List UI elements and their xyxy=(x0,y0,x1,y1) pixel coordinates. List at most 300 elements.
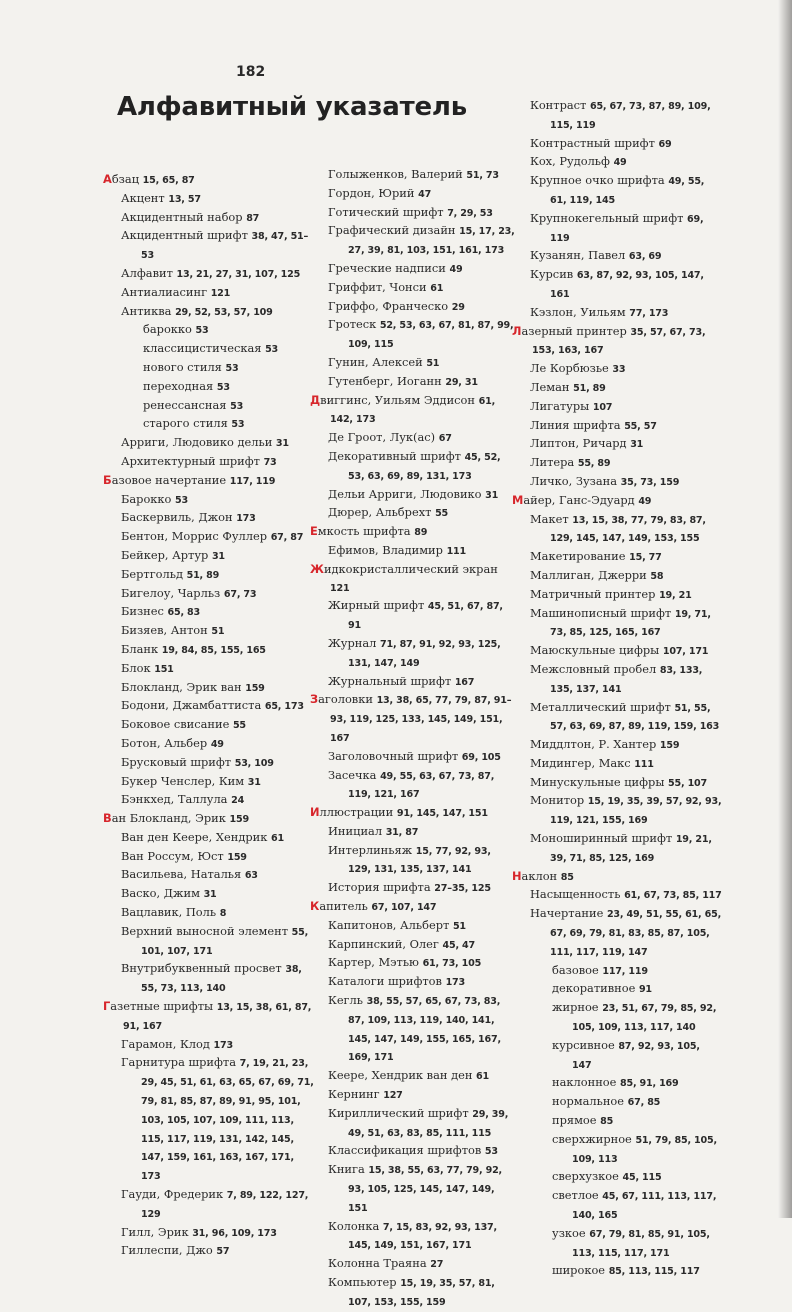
index-entry xyxy=(103,622,315,641)
index-entry xyxy=(512,417,722,436)
entry-pages: 61 xyxy=(476,1071,489,1083)
section-letter: Н xyxy=(512,868,522,883)
entry-term: Барокко xyxy=(121,491,172,506)
index-entry xyxy=(103,547,315,566)
entry-term: Гриффит, Чонси xyxy=(328,279,427,294)
entry-term: прямое xyxy=(552,1113,597,1128)
index-entry xyxy=(512,999,722,1037)
entry-pages: 19, 21, 39, 71, 85, 125, 169 xyxy=(550,834,712,864)
entry-pages: 7, 19, 21, 23, 29, 45, 51, 61, 63, 65, 67, 69, 71, 79, 81, 85, 87, 89, 91, 95, 101, 103, 105, 107, 109, 111, 113, 115, 117, 119, 131, 142, 145, 147, 159, 161, 163, 167, 171, 173 xyxy=(141,1058,314,1183)
entry-pages: 23, 49, 51, 55, 61, 65, 67, 69, 79, 81, 83, 85, 87, 105, 111, 117, 119, 147 xyxy=(550,909,722,958)
section-letter: А xyxy=(103,172,112,186)
section-letter: Л xyxy=(512,323,522,338)
entry-term: Журнальный шрифт xyxy=(328,673,452,688)
entry-pages: 58 xyxy=(650,570,664,582)
index-entry xyxy=(512,774,722,793)
entry-pages: 8 xyxy=(219,908,227,920)
entry-term: старого стиля xyxy=(143,416,228,431)
entry-term: сверхузкое xyxy=(552,1169,619,1184)
index-entry xyxy=(512,210,722,248)
entry-term: Жирный шрифт xyxy=(328,598,425,613)
entry-term: Акцент xyxy=(121,190,165,205)
index-entry xyxy=(103,472,315,491)
index-entry xyxy=(103,998,315,1036)
index-entry xyxy=(103,660,315,679)
entry-pages: 49 xyxy=(210,738,224,750)
entry-pages: 65, 173 xyxy=(264,701,304,713)
section-letter: Е xyxy=(310,524,318,539)
entry-pages: 53 xyxy=(225,362,239,374)
section-letter: Ж xyxy=(310,561,324,576)
entry-term-rest: аклон xyxy=(521,868,558,883)
entry-term: Греческие надписи xyxy=(328,260,446,275)
entry-term: Линия шрифта xyxy=(530,417,621,432)
entry-term xyxy=(103,473,226,487)
index-entry xyxy=(310,673,515,692)
entry-pages: 31, 87 xyxy=(385,826,419,838)
entry-term: Вацлавик, Поль xyxy=(121,905,217,920)
index-entry xyxy=(310,992,515,1067)
entry-pages: 15, 17, 23, 27, 39, 81, 103, 151, 161, 173 xyxy=(348,226,515,257)
index-column-2 xyxy=(310,166,515,1312)
entry-pages: 51, 89 xyxy=(573,382,606,394)
index-entry xyxy=(310,1086,515,1105)
index-entry xyxy=(310,842,515,880)
section-letter: Г xyxy=(103,999,111,1014)
index-entry xyxy=(103,1054,315,1186)
entry-term: Кегль xyxy=(328,993,363,1008)
index-entry xyxy=(512,172,722,210)
entry-term: Леман xyxy=(530,379,570,394)
entry-pages: 173 xyxy=(236,513,256,525)
entry-pages: 67, 73 xyxy=(223,588,257,600)
index-entry xyxy=(310,691,515,747)
entry-term xyxy=(103,811,226,825)
index-entry xyxy=(310,936,515,955)
entry-term: Кох, Рудольф xyxy=(530,154,610,169)
entry-term: Гарамон, Клод xyxy=(121,1036,210,1051)
index-entry xyxy=(103,829,315,848)
entry-term: Начертание xyxy=(530,906,604,921)
index-entry xyxy=(512,1074,722,1093)
entry-term: Бизяев, Антон xyxy=(121,623,208,638)
entry-pages: 53 xyxy=(230,400,244,412)
entry-pages: 57 xyxy=(216,1246,230,1258)
entry-term: Ван ден Кеере, Хендрик xyxy=(121,829,268,844)
index-entry xyxy=(103,716,315,735)
index-entry xyxy=(310,222,515,260)
index-entry xyxy=(103,773,315,792)
index-entry xyxy=(310,597,515,635)
entry-pages: 13, 15, 38, 61, 87, 91, 167 xyxy=(123,1002,312,1032)
entry-term: Компьютер xyxy=(328,1275,397,1290)
entry-term: Акцидентный шрифт xyxy=(121,228,248,243)
index-entry xyxy=(512,755,722,774)
index-entry xyxy=(103,359,315,378)
entry-pages: 13, 38, 65, 77, 79, 87, 91–93, 119, 125, 133, 145, 149, 151, 167 xyxy=(330,695,512,744)
index-entry xyxy=(103,885,315,904)
entry-term: Колонна Траяна xyxy=(328,1256,427,1271)
entry-term: Машинописный шрифт xyxy=(530,605,672,620)
entry-term xyxy=(310,692,373,706)
entry-term: нормальное xyxy=(552,1094,625,1109)
entry-pages: 107 xyxy=(592,401,613,413)
index-entry xyxy=(310,204,515,223)
index-entry xyxy=(103,641,315,660)
entry-term: Бентон, Моррис Фуллер xyxy=(121,529,268,544)
entry-pages: 53 xyxy=(175,494,188,506)
index-entry xyxy=(103,321,315,340)
entry-pages: 53 xyxy=(231,419,245,431)
index-entry xyxy=(512,586,722,605)
entry-pages: 23, 51, 67, 79, 85, 92, 105, 109, 113, 117, 140 xyxy=(572,1003,717,1034)
entry-pages: 53 xyxy=(484,1146,498,1158)
index-entry xyxy=(310,804,515,823)
index-entry xyxy=(103,603,315,622)
entry-term: Кузанян, Павел xyxy=(530,248,626,263)
index-entry xyxy=(512,905,722,961)
index-entry xyxy=(310,448,515,486)
entry-pages: 71, 87, 91, 92, 93, 125, 131, 147, 149 xyxy=(348,638,501,669)
index-entry xyxy=(103,209,315,228)
entry-term: Классификация шрифтов xyxy=(328,1143,482,1158)
entry-term-rest: ллюстрации xyxy=(319,805,394,820)
index-entry xyxy=(512,962,722,981)
entry-pages: 24 xyxy=(231,795,245,807)
index-entry xyxy=(310,748,515,767)
index-entry xyxy=(103,227,315,265)
entry-pages: 47 xyxy=(418,188,432,200)
entry-term: Крупное очко шрифта xyxy=(530,173,665,188)
index-entry xyxy=(103,171,315,190)
entry-pages: 13, 15, 38, 77, 79, 83, 87, 129, 145, 147, 149, 153, 155 xyxy=(550,514,706,545)
entry-pages: 38, 47, 51–53 xyxy=(141,231,309,262)
entry-term: Бертгольд xyxy=(121,566,183,581)
entry-pages: 69, 119 xyxy=(550,213,704,244)
entry-pages: 15, 19, 35, 39, 57, 92, 93, 119, 121, 155, 169 xyxy=(550,796,722,827)
index-entry xyxy=(103,265,315,284)
index-entry xyxy=(103,585,315,604)
section-letter: К xyxy=(310,899,320,914)
index-entry xyxy=(512,868,722,887)
entry-term: Металлический шрифт xyxy=(530,699,671,714)
entry-term: Графический дизайн xyxy=(328,223,456,238)
entry-term: Ефимов, Владимир xyxy=(328,542,443,557)
index-entry xyxy=(310,1161,515,1217)
entry-term: переходная xyxy=(143,378,214,393)
index-entry xyxy=(103,848,315,867)
entry-pages: 27 xyxy=(430,1259,444,1271)
index-entry xyxy=(512,97,722,135)
index-entry xyxy=(512,247,722,266)
entry-pages: 69 xyxy=(658,138,672,150)
entry-pages: 19, 21 xyxy=(659,589,692,601)
entry-pages: 69, 105 xyxy=(461,751,501,763)
entry-term: Контраст xyxy=(530,98,587,112)
entry-pages: 7, 29, 53 xyxy=(447,207,493,219)
entry-term xyxy=(512,493,635,507)
entry-term: курсивное xyxy=(552,1037,615,1052)
entry-term: Колонка xyxy=(328,1218,380,1233)
entry-term: Капитонов, Альберт xyxy=(328,917,450,932)
section-letter: М xyxy=(512,492,524,507)
entry-term: Липтон, Ричард xyxy=(530,436,627,451)
entry-term: История шрифта xyxy=(328,880,431,895)
entry-term: Кеере, Хендрик ван ден xyxy=(328,1068,473,1083)
index-entry xyxy=(310,1274,515,1312)
entry-term: Насыщенность xyxy=(530,887,621,902)
entry-pages: 45, 47 xyxy=(442,939,476,951)
entry-pages: 51, 55, 57, 63, 69, 87, 89, 119, 159, 163 xyxy=(550,702,720,733)
entry-term: Бизнес xyxy=(121,604,164,619)
entry-term: Боковое свисание xyxy=(121,717,230,732)
index-entry xyxy=(310,973,515,992)
entry-term: Бланк xyxy=(121,641,159,656)
entry-term: Дельи Арриги, Людовико xyxy=(328,486,482,501)
entry-pages: 151 xyxy=(154,663,174,675)
entry-term: Гилл, Эрик xyxy=(121,1224,189,1239)
entry-pages: 55 xyxy=(232,720,246,732)
section-letter: Д xyxy=(310,392,321,407)
entry-pages: 67 xyxy=(438,433,452,445)
entry-term: наклонное xyxy=(552,1075,617,1090)
page-edge-shadow xyxy=(778,0,792,1218)
entry-pages: 35, 73, 159 xyxy=(620,476,680,488)
entry-term: Антиква xyxy=(121,303,172,318)
index-entry xyxy=(103,1242,315,1261)
entry-term: Гриффо, Франческо xyxy=(328,298,449,313)
entry-pages: 55 xyxy=(435,508,449,520)
entry-pages: 31 xyxy=(211,550,225,562)
index-entry xyxy=(512,398,722,417)
entry-term: Готический шрифт xyxy=(328,204,444,219)
entry-pages: 111 xyxy=(634,758,654,770)
entry-pages: 55, 101, 107, 171 xyxy=(141,926,309,957)
entry-term: Бодони, Джамбаттиста xyxy=(121,698,262,713)
index-entry xyxy=(310,954,515,973)
entry-pages: 52, 53, 63, 67, 81, 87, 99, 109, 115 xyxy=(348,320,514,351)
index-entry xyxy=(310,392,515,430)
index-entry xyxy=(103,810,315,829)
entry-pages: 7, 89, 122, 127, 129 xyxy=(141,1190,309,1220)
entry-term: Маюскульные цифры xyxy=(530,643,660,658)
index-entry xyxy=(103,1036,315,1055)
entry-pages: 61, 142, 173 xyxy=(330,395,496,426)
index-entry xyxy=(512,1262,722,1281)
entry-term: Бейкер, Артур xyxy=(121,547,209,562)
entry-pages: 45, 51, 67, 87, 91 xyxy=(348,601,503,632)
index-entry xyxy=(310,1105,515,1143)
index-entry xyxy=(103,697,315,716)
entry-pages: 38, 55, 73, 113, 140 xyxy=(141,964,302,995)
entry-pages: 49, 55, 63, 67, 73, 87, 119, 121, 167 xyxy=(348,770,495,801)
index-entry xyxy=(103,904,315,923)
index-entry xyxy=(310,429,515,448)
index-entry xyxy=(103,397,315,416)
entry-pages: 65, 83 xyxy=(167,607,201,619)
entry-pages: 15, 77 xyxy=(629,552,662,564)
entry-term: Минускульные цифры xyxy=(530,774,665,789)
entry-pages: 15, 19, 35, 57, 81, 107, 153, 155, 159 xyxy=(348,1278,495,1308)
entry-term-rest: мкость шрифта xyxy=(317,524,411,539)
entry-term-rest: идкокристаллический экран xyxy=(323,561,498,576)
entry-term xyxy=(103,999,213,1013)
entry-pages: 13, 57 xyxy=(168,193,201,205)
entry-pages: 83, 133, 135, 137, 141 xyxy=(550,664,703,695)
index-entry xyxy=(512,642,722,661)
entry-pages: 63, 69 xyxy=(628,251,662,263)
entry-pages: 49 xyxy=(638,495,652,507)
entry-term: Архитектурный шрифт xyxy=(121,453,260,468)
index-entry xyxy=(310,298,515,317)
entry-term: Блок xyxy=(121,660,151,675)
index-entry xyxy=(310,504,515,523)
entry-term: Кириллический шрифт xyxy=(328,1105,469,1120)
entry-term: Лигатуры xyxy=(530,398,590,413)
entry-pages: 31 xyxy=(247,776,261,788)
entry-pages: 51 xyxy=(452,920,466,932)
index-entry xyxy=(103,791,315,810)
entry-pages: 15, 77, 92, 93, 129, 131, 135, 137, 141 xyxy=(348,845,491,876)
index-entry xyxy=(512,1168,722,1187)
index-entry xyxy=(512,661,722,699)
entry-term: Гунин, Алексей xyxy=(328,354,423,369)
index-entry xyxy=(512,492,722,511)
entry-term: ренессансная xyxy=(143,397,227,412)
entry-term: Крупнокегельный шрифт xyxy=(530,210,684,225)
entry-term: нового стиля xyxy=(143,359,222,374)
entry-pages: 49 xyxy=(613,157,627,169)
entry-pages: 159 xyxy=(227,851,247,863)
entry-pages: 63, 87, 92, 93, 105, 147, 161 xyxy=(550,270,704,300)
entry-term: Монитор xyxy=(530,793,585,808)
entry-term: Маллиган, Джерри xyxy=(530,567,647,582)
entry-pages: 38, 55, 57, 65, 67, 73, 83, 87, 109, 113, 119, 140, 141, 145, 147, 149, 155, 165, 167, 169, 171 xyxy=(348,996,501,1064)
entry-term: Букер Ченслер, Ким xyxy=(121,773,245,788)
entry-pages: 29, 39, 49, 51, 63, 83, 85, 111, 115 xyxy=(348,1108,509,1139)
index-entry xyxy=(103,190,315,209)
entry-term xyxy=(512,869,557,883)
index-entry xyxy=(103,509,315,528)
entry-pages: 19, 84, 85, 155, 165 xyxy=(161,644,266,656)
index-entry xyxy=(310,523,515,542)
entry-term: Кэзлон, Уильям xyxy=(530,304,626,319)
index-entry xyxy=(310,373,515,392)
index-entry xyxy=(103,679,315,698)
entry-pages: 159 xyxy=(245,682,265,694)
entry-pages: 45, 52, 53, 63, 69, 89, 131, 173 xyxy=(348,451,501,482)
entry-term xyxy=(103,172,139,186)
entry-term-rest: азерный принтер xyxy=(521,323,627,338)
entry-pages: 29, 31 xyxy=(445,376,478,388)
entry-pages: 33 xyxy=(612,364,626,376)
index-entry xyxy=(103,434,315,453)
entry-pages: 49 xyxy=(449,263,463,275)
entry-pages: 45, 115 xyxy=(622,1172,662,1184)
index-entry xyxy=(103,528,315,547)
entry-term: сверхжирное xyxy=(552,1131,632,1146)
index-entry xyxy=(512,567,722,586)
index-entry xyxy=(310,279,515,298)
index-entry xyxy=(512,830,722,868)
index-entry xyxy=(512,1112,722,1131)
entry-pages: 117, 119 xyxy=(229,475,276,487)
index-entry xyxy=(310,1142,515,1161)
entry-term: Картер, Мэтью xyxy=(328,955,419,970)
entry-term: базовое xyxy=(552,962,599,977)
index-entry xyxy=(512,886,722,905)
entry-pages: 87 xyxy=(246,212,260,224)
entry-term: Гутенберг, Иоганн xyxy=(328,373,442,388)
entry-term xyxy=(310,393,475,407)
index-entry xyxy=(310,166,515,185)
entry-pages: 7, 15, 83, 92, 93, 137, 145, 149, 151, 167, 171 xyxy=(348,1221,497,1252)
entry-pages: 31, 96, 109, 173 xyxy=(192,1227,277,1239)
entry-term xyxy=(310,805,393,819)
index-column-1 xyxy=(103,171,315,1261)
entry-term-rest: бзац xyxy=(111,172,140,186)
index-entry xyxy=(310,917,515,936)
entry-term-rest: айер, Ганс-Эдуард xyxy=(523,492,635,507)
index-entry xyxy=(512,435,722,454)
entry-term: жирное xyxy=(552,1000,599,1015)
entry-pages: 159 xyxy=(659,740,680,752)
entry-pages: 121 xyxy=(210,287,231,299)
entry-pages: 49, 55, 61, 119, 145 xyxy=(550,176,705,206)
entry-pages: 51 xyxy=(211,626,225,638)
entry-pages: 159 xyxy=(229,814,249,826)
entry-term: Арриги, Людовико дельи xyxy=(121,435,273,450)
entry-pages: 19, 71, 73, 85, 125, 165, 167 xyxy=(550,608,711,639)
index-entry xyxy=(310,823,515,842)
entry-term-rest: ан Блокланд, Эрик xyxy=(111,811,226,826)
section-letter: Б xyxy=(103,472,112,487)
entry-pages: 67, 85 xyxy=(627,1097,661,1109)
entry-pages: 87, 92, 93, 105, 147 xyxy=(572,1040,700,1071)
index-entry xyxy=(512,1187,722,1225)
entry-term-rest: апитель xyxy=(319,899,368,914)
index-entry xyxy=(310,767,515,805)
entry-pages: 45, 67, 111, 113, 117, 140, 165 xyxy=(572,1191,717,1222)
entry-pages: 77, 173 xyxy=(629,307,669,319)
index-entry xyxy=(512,548,722,567)
index-entry xyxy=(512,1093,722,1112)
entry-term: Блокланд, Эрик ван xyxy=(121,679,242,694)
index-entry xyxy=(103,566,315,585)
entry-pages: 117, 119 xyxy=(602,965,648,977)
index-entry xyxy=(512,511,722,549)
entry-pages: 51, 79, 85, 105, 109, 113 xyxy=(572,1134,717,1165)
entry-pages: 61 xyxy=(430,282,444,294)
entry-pages: 51, 89 xyxy=(186,569,220,581)
index-entry xyxy=(310,1067,515,1086)
entry-pages: 53 xyxy=(216,381,230,393)
entry-term-rest: виггинс, Уильям Эддисон xyxy=(320,392,475,407)
index-entry xyxy=(512,323,722,361)
entry-pages: 53 xyxy=(195,325,209,337)
entry-pages: 55, 107 xyxy=(668,777,707,789)
index-column-3 xyxy=(512,97,722,1281)
index-entry xyxy=(512,1131,722,1169)
entry-pages: 61 xyxy=(271,832,284,844)
index-entry xyxy=(103,284,315,303)
entry-term-rest: азетные шрифты xyxy=(110,999,214,1014)
entry-pages: 63 xyxy=(244,870,258,882)
entry-term: Курсив xyxy=(530,267,574,282)
entry-term: барокко xyxy=(143,322,192,337)
entry-pages: 51, 73 xyxy=(466,170,499,181)
entry-pages: 173 xyxy=(445,977,465,989)
